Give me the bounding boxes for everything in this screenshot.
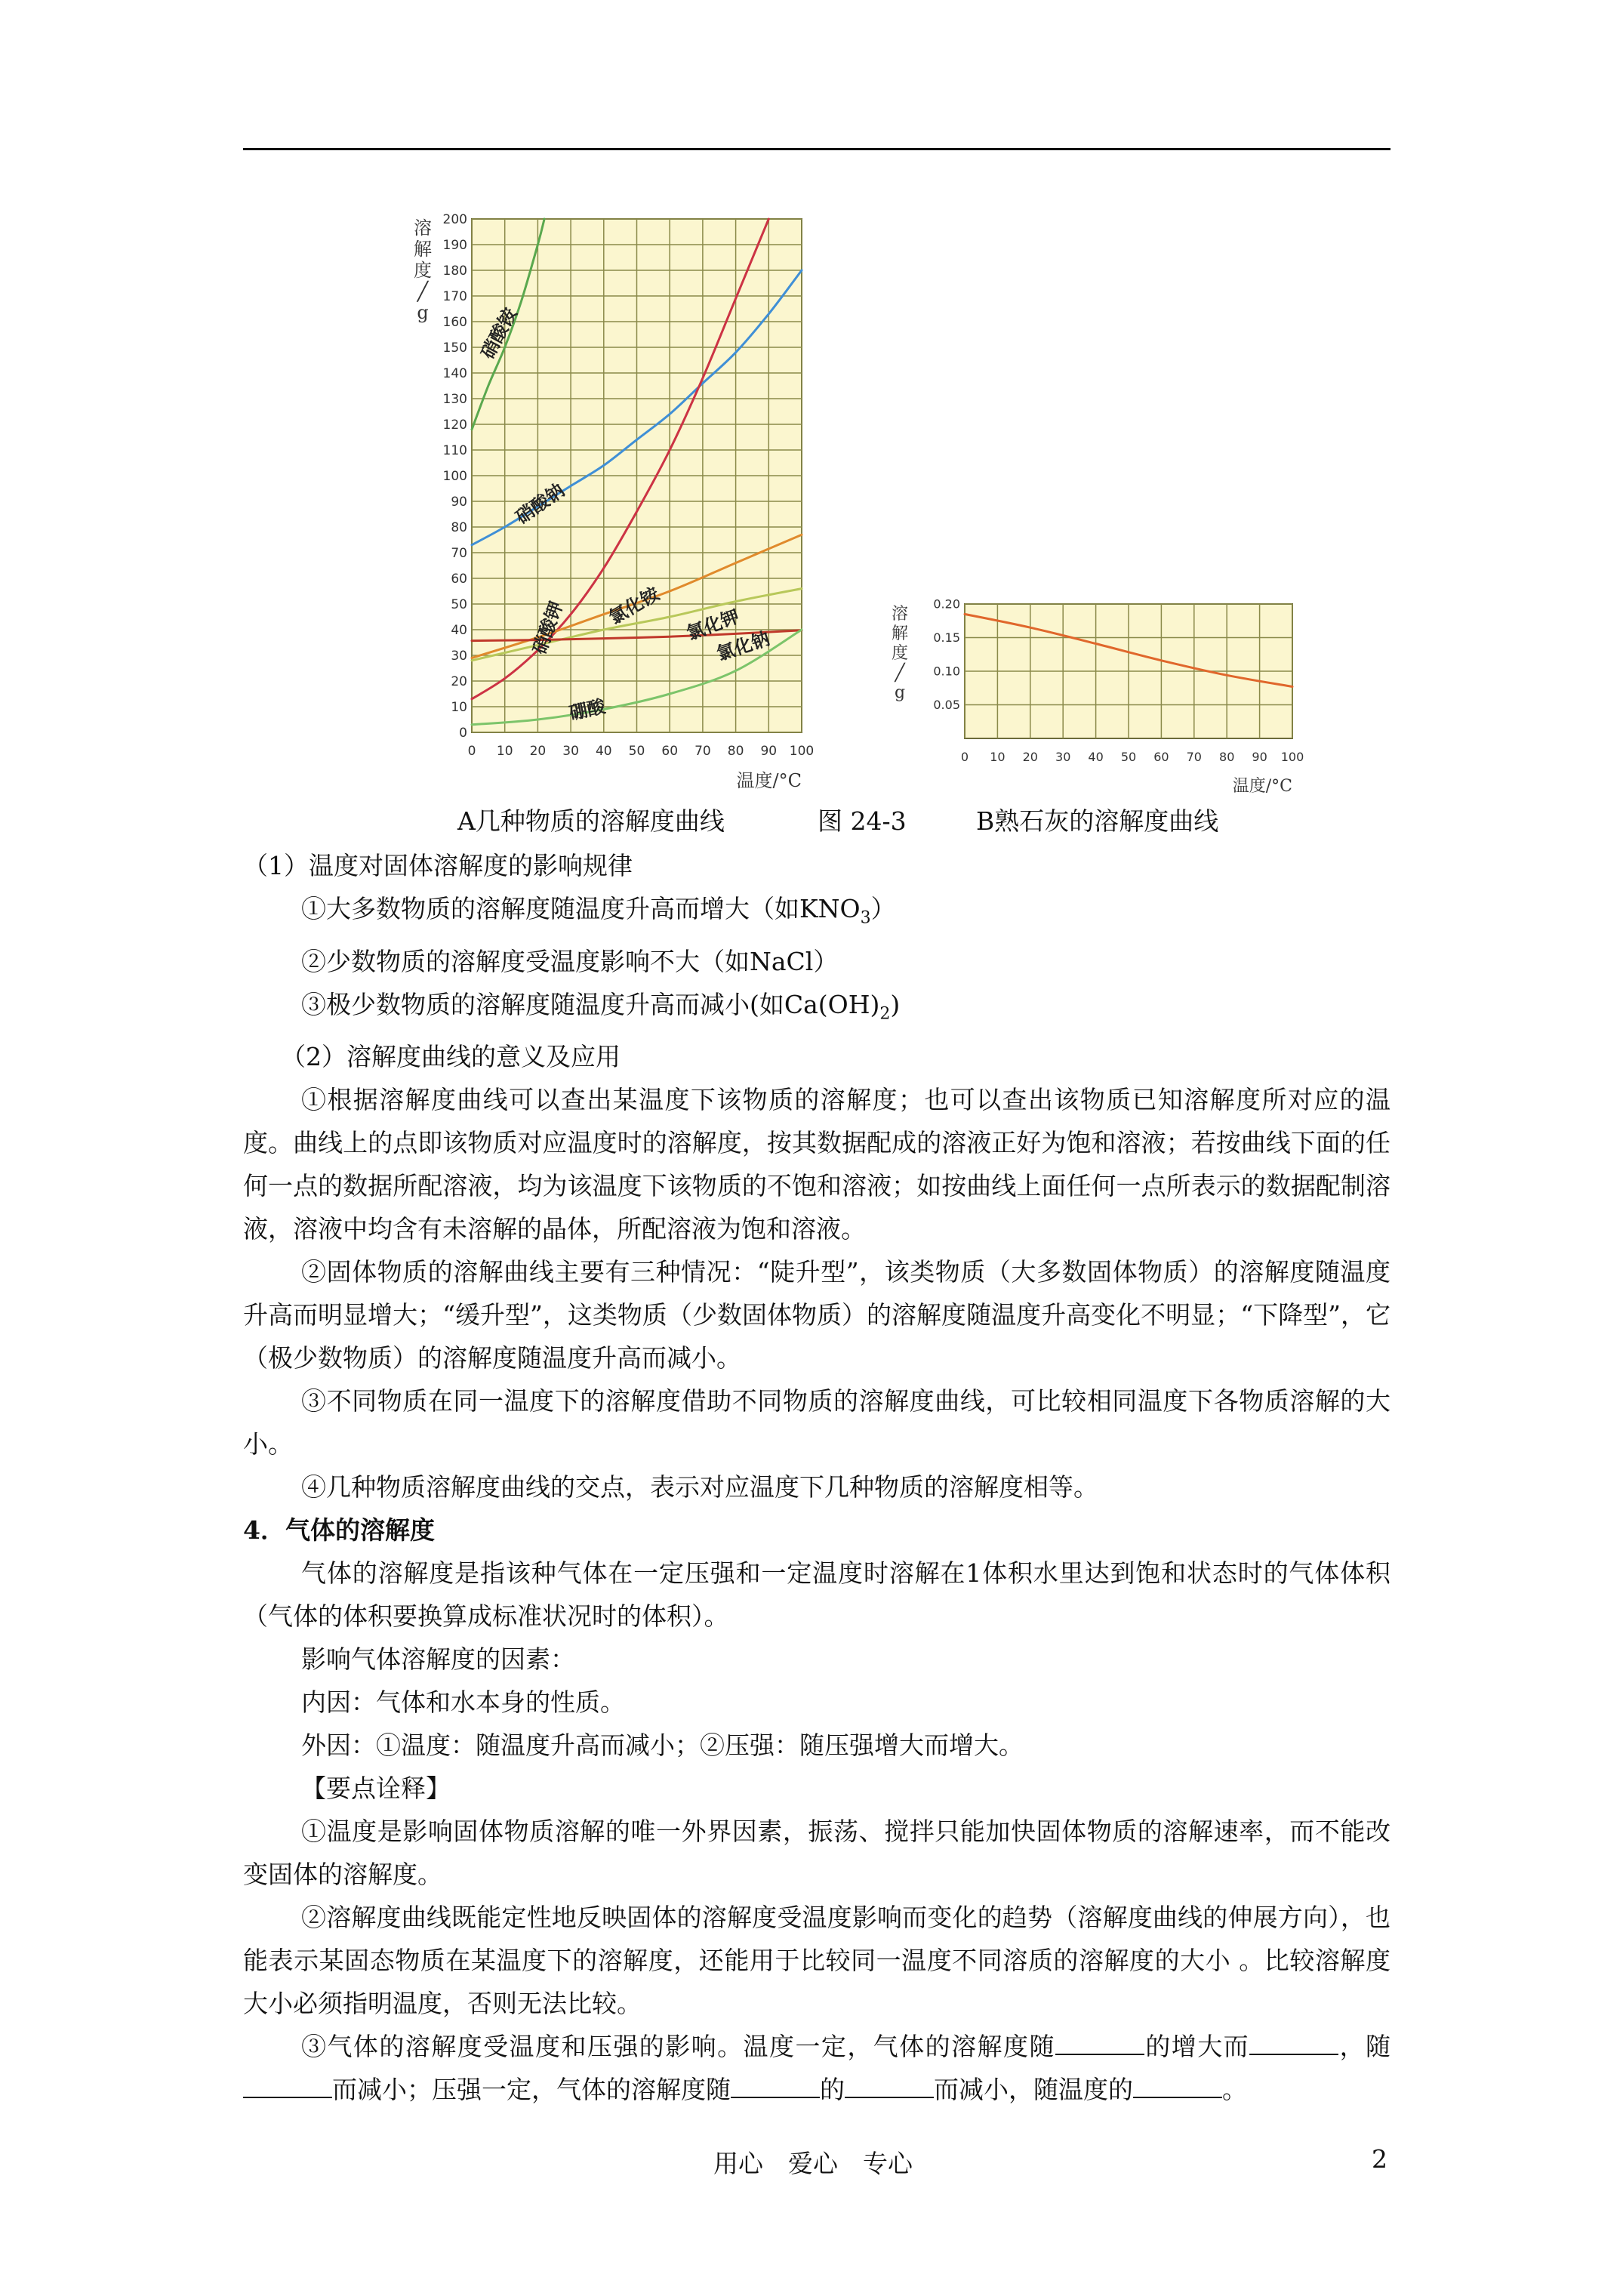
y-tick-label: 0.10 [933, 664, 960, 679]
y-axis-label-char: 解 [891, 624, 909, 643]
x-tick-label: 60 [1153, 750, 1169, 764]
section-1-item-2: ②少数物质的溶解度受温度影响不大（如NaCl） [301, 946, 839, 976]
x-tick-label: 80 [1219, 750, 1235, 764]
header-rule [243, 148, 1390, 150]
section-2-paragraph-4: ④几种物质溶解度曲线的交点，表示对应温度下几种物质的溶解度相等。 [301, 1472, 1098, 1502]
x-tick-label: 20 [529, 744, 547, 759]
series-label: 硝酸铵 [476, 304, 522, 362]
y-tick-label: 140 [442, 365, 467, 381]
section-2-title: （2）溶解度曲线的意义及应用 [281, 1042, 621, 1072]
section-2-paragraph-1: ①根据溶解度曲线可以查出某温度下该物质的溶解度；也可以查出该物质已知溶解度所对应的温度。曲线上的点即该物质对应温度时的溶解度，按其数据配成的溶液正好为饱和溶液；若按曲线下面的任何一点的数据所配溶液，均为该温度下该物质的不饱和溶液；如按曲线上面任何一点所表示的数据配制溶液，溶液中均含有未溶解的晶体，所配溶液为饱和溶液。 [243, 1085, 1390, 1244]
y-tick-label: 160 [442, 314, 467, 330]
y-tick-label: 0 [459, 725, 467, 741]
y-tick-label: 100 [442, 468, 467, 484]
chart-slaked-lime-solubility [883, 589, 1321, 793]
x-tick-label: 100 [1280, 750, 1304, 764]
y-tick-label: 0.15 [933, 630, 960, 646]
chart-solubility-curves [393, 204, 815, 793]
section-4-paragraph-2: 影响气体溶解度的因素： [301, 1644, 575, 1675]
x-tick-label: 80 [727, 744, 744, 759]
x-tick-label: 50 [1120, 750, 1137, 764]
x-tick-label: 20 [1022, 750, 1038, 764]
note-2: ②溶解度曲线既能定性地反映固体的溶解度受温度影响而变化的趋势（溶解度曲线的伸展方向），也能表示某固态物质在某温度下的溶解度，还能用于比较同一温度不同溶质的溶解度的大小 。比较溶解度大小必须指明温度，否则无法比较。 [243, 1903, 1390, 2019]
y-axis-label-char: g [417, 302, 429, 323]
notes-title: 【要点诠释】 [301, 1774, 451, 1804]
caption-a: A几种物质的溶解度曲线 [457, 806, 725, 836]
x-tick-label: 40 [595, 744, 612, 759]
y-tick-label: 190 [442, 237, 467, 253]
section-1-item-3: ③极少数物质的溶解度随温度升高而减小(如$Ca(OH)_2$) [301, 989, 901, 1024]
y-axis-label-char: 解 [414, 239, 432, 260]
y-axis-label-char: ╱ [417, 281, 429, 302]
x-tick-label: 10 [496, 744, 513, 759]
figure-captions [0, 802, 1623, 840]
y-tick-label: 180 [442, 263, 467, 279]
series-label: 氯化钠 [713, 627, 773, 665]
x-axis-label: 温度/°C [1232, 777, 1292, 793]
section-4-title: 4．气体的溶解度 [243, 1515, 435, 1546]
section-4-paragraph-3: 内因：气体和水本身的性质。 [301, 1687, 625, 1718]
y-tick-label: 60 [451, 571, 467, 587]
x-axis-label: 温度/°C [736, 770, 802, 791]
section-4-paragraph-1: 气体的溶解度是指该种气体在一定压强和一定温度时溶解在1体积水里达到饱和状态时的气体体积（气体的体积要换算成标准状况时的体积）。 [243, 1558, 1390, 1632]
y-tick-label: 50 [451, 596, 467, 612]
document-body [243, 844, 1390, 2111]
y-tick-label: 20 [451, 673, 467, 689]
y-tick-label: 0.20 [933, 596, 960, 612]
x-tick-label: 50 [628, 744, 645, 759]
y-tick-label: 80 [451, 519, 467, 535]
x-tick-label: 70 [1186, 750, 1202, 764]
y-tick-label: 170 [442, 288, 467, 304]
section-1-title: （1）温度对固体溶解度的影响规律 [243, 851, 633, 880]
x-tick-label: 90 [1252, 750, 1267, 764]
fill-blank-6[interactable] [1133, 2074, 1222, 2098]
caption-b: B熟石灰的溶解度曲线 [976, 806, 1219, 836]
series-label: 硼酸 [567, 695, 608, 724]
section-2-paragraph-2: ②固体物质的溶解曲线主要有三种情况：“陡升型”，该类物质（大多数固体物质）的溶解度随温度升高而明显增大；“缓升型”，这类物质（少数固体物质）的溶解度随温度升高变化不明显；“下降型”，它（极少数物质）的溶解度随温度升高而减小。 [243, 1257, 1390, 1373]
y-tick-label: 90 [451, 494, 467, 510]
fill-blank-4[interactable] [731, 2074, 820, 2098]
x-tick-label: 30 [1055, 750, 1071, 764]
note-1: ①温度是影响固体物质溶解的唯一外界因素，振荡、搅拌只能加快固体物质的溶解速率，而不能改变固体的溶解度。 [243, 1817, 1390, 1890]
caption-figure-number: 图 24-3 [818, 806, 907, 836]
series-label: 氯化铵 [605, 582, 664, 629]
y-tick-label: 110 [442, 442, 467, 458]
fill-blank-3[interactable] [243, 2074, 332, 2098]
series-label: 硝酸钾 [528, 598, 568, 658]
y-tick-label: 0.05 [933, 698, 960, 713]
x-tick-label: 40 [1088, 750, 1104, 764]
y-tick-label: 130 [442, 391, 467, 407]
y-tick-label: 150 [442, 340, 467, 356]
section-2-paragraph-3: ③不同物质在同一温度下的溶解度借助不同物质的溶解度曲线，可比较相同温度下各物质溶解的大小。 [243, 1386, 1390, 1459]
y-axis-label-char: 度 [891, 644, 909, 663]
x-tick-label: 100 [789, 744, 815, 759]
y-axis-label-char: 溶 [891, 605, 909, 624]
y-tick-label: 30 [451, 648, 467, 664]
fill-blank-1[interactable] [1055, 2031, 1144, 2055]
y-tick-label: 120 [442, 417, 467, 433]
y-axis-label-char: g [894, 683, 906, 702]
x-tick-label: 0 [467, 744, 476, 759]
series-label: 硝酸钠 [511, 479, 568, 529]
section-4-paragraph-4: 外因：①温度：随温度升高而减小；②压强：随压强增大而增大。 [301, 1730, 1024, 1761]
series-label: 氯化钾 [683, 605, 743, 645]
y-tick-label: 70 [451, 545, 467, 561]
x-tick-label: 70 [694, 744, 711, 759]
x-tick-label: 0 [960, 750, 969, 764]
section-1-item-1: ①大多数物质的溶解度随温度升高而增大（如$KNO_3$） [301, 894, 896, 928]
y-tick-label: 40 [451, 622, 467, 638]
y-axis-label-char: 溶 [414, 217, 432, 239]
x-tick-label: 90 [760, 744, 778, 759]
note-3: ③气体的溶解度受温度和压强的影响。温度一定，气体的溶解度随 的增大而 ，随而减小；压强一定，气体的溶解度随 的 而减小，随温度的 。 [243, 2025, 1390, 2111]
y-axis-label-char: 度 [414, 260, 432, 281]
y-tick-label: 10 [451, 699, 467, 715]
page-number: 2 [1372, 2144, 1387, 2174]
fill-blank-2[interactable] [1249, 2031, 1338, 2055]
x-tick-label: 60 [661, 744, 679, 759]
y-tick-label: 200 [442, 211, 467, 227]
x-tick-label: 30 [562, 744, 579, 759]
y-axis-label-char: ╱ [895, 664, 905, 683]
fill-blank-5[interactable] [845, 2074, 934, 2098]
x-tick-label: 10 [990, 750, 1006, 764]
footer-motto: 用心 爱心 专心 [713, 2149, 913, 2178]
